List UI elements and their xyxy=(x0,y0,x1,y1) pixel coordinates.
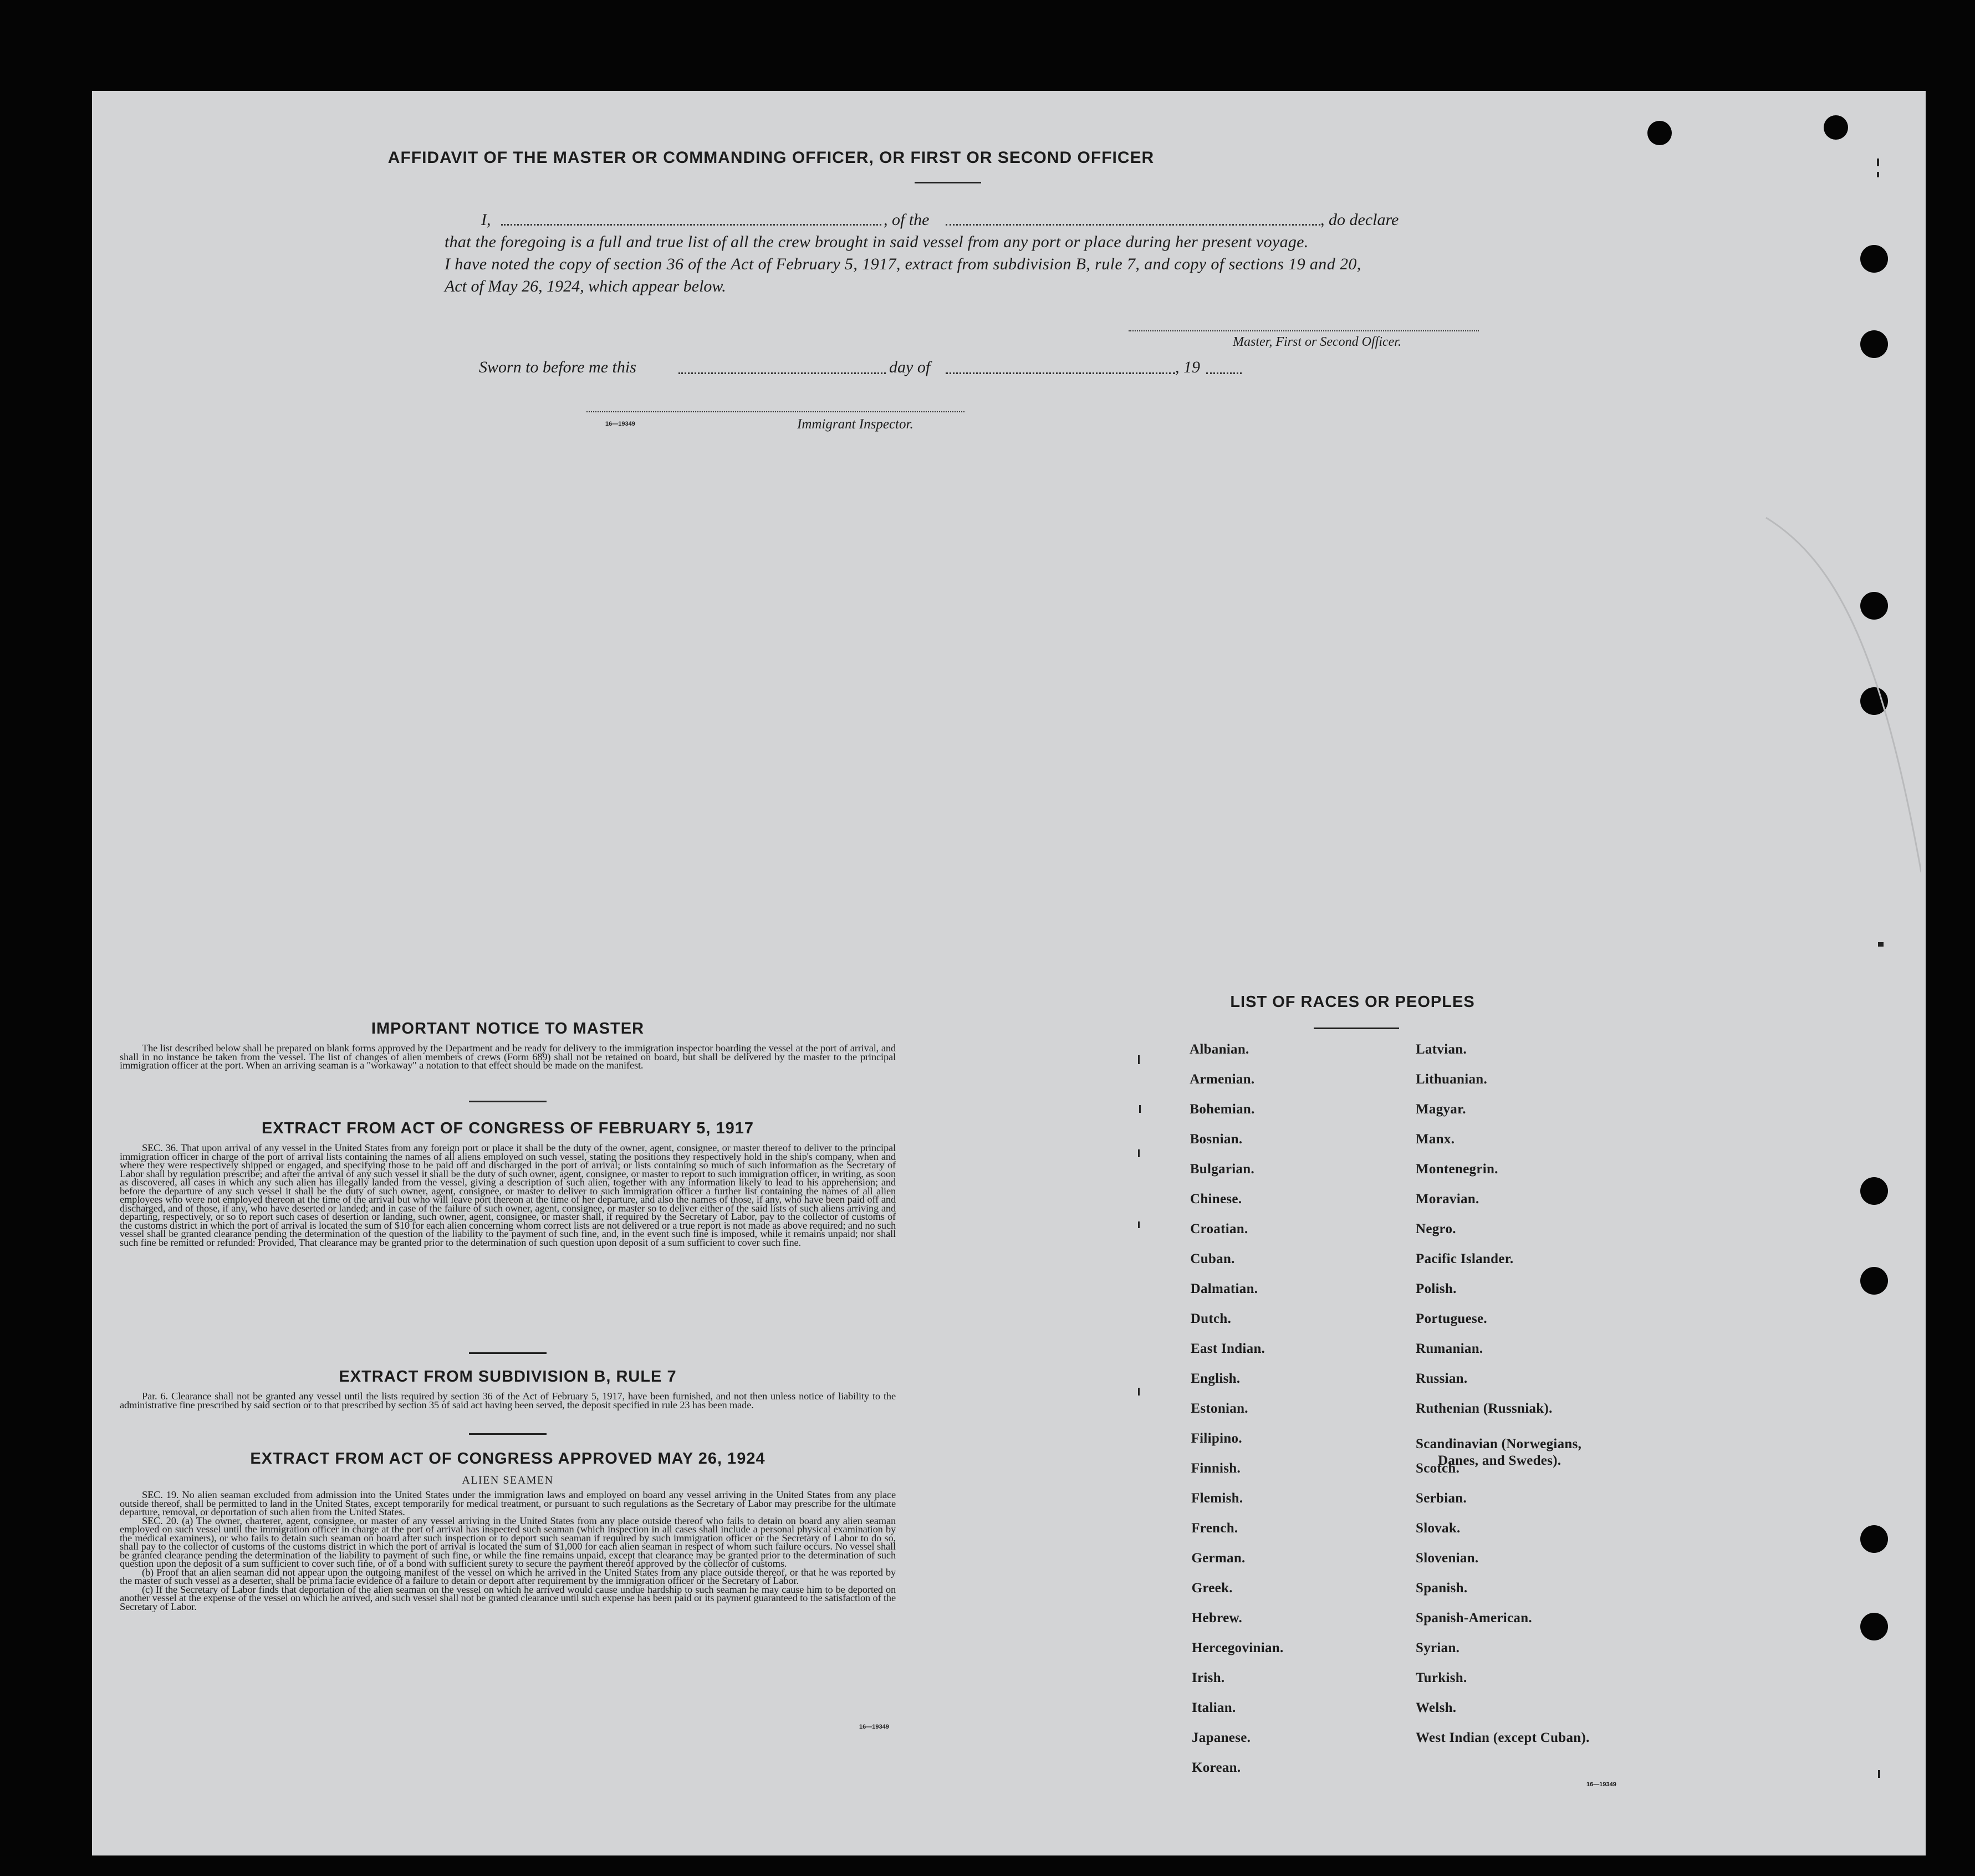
race-item: East Indian. xyxy=(1191,1341,1265,1356)
race-item: Spanish. xyxy=(1416,1581,1468,1596)
extract-form-number: 16—19349 xyxy=(859,1724,889,1730)
speck xyxy=(1138,1149,1140,1157)
year-blank[interactable] xyxy=(1206,372,1242,374)
punch-hole xyxy=(1860,1613,1888,1640)
speck xyxy=(1139,1105,1141,1113)
master-signature-line[interactable] xyxy=(1129,330,1479,331)
extract-1924-title: EXTRACT FROM ACT OF CONGRESS APPROVED MAY 26, 1924 xyxy=(250,1450,765,1468)
extract-1917-text xyxy=(120,1144,896,1247)
punch-hole xyxy=(1824,115,1848,140)
race-item: Irish. xyxy=(1192,1670,1225,1685)
race-item: Scotch. xyxy=(1416,1461,1460,1476)
race-item: Hebrew. xyxy=(1191,1611,1243,1625)
paper-crease xyxy=(1755,512,1921,878)
vessel-blank[interactable] xyxy=(946,224,1320,226)
sworn-text: Sworn to before me this xyxy=(479,358,636,376)
rule7-title: EXTRACT FROM SUBDIVISION B, RULE 7 xyxy=(339,1368,677,1386)
sworn-day-blank[interactable] xyxy=(678,372,886,374)
race-item: Spanish-American. xyxy=(1416,1611,1532,1625)
race-item: Serbian. xyxy=(1416,1491,1467,1506)
speck xyxy=(1878,942,1884,947)
alien-seamen-subtitle: ALIEN SEAMEN xyxy=(462,1474,554,1486)
race-item: Estonian. xyxy=(1191,1401,1248,1416)
race-item: Korean. xyxy=(1192,1760,1241,1775)
race-item: Negro. xyxy=(1416,1221,1456,1236)
race-item: Finnish. xyxy=(1191,1461,1241,1476)
race-item: Filipino. xyxy=(1191,1431,1242,1446)
par6-paragraph: Par. 6. Clearance shall not be granted any vessel until the lists required by section 36 of the Act of February 5, 1917, have been furnished, and not then unless notice of liability to the administrative fine prescribed by said section or to that prescribed by section 35 of said act having been served, the deposit specified in rule 23 has been made. xyxy=(120,1391,896,1410)
punch-hole xyxy=(1647,121,1672,145)
race-item: Ruthenian (Russniak). xyxy=(1416,1401,1553,1416)
affidavit-of-the: , of the xyxy=(884,211,930,229)
race-item: Greek. xyxy=(1191,1581,1233,1596)
race-item: Italian. xyxy=(1192,1700,1236,1715)
race-item: Slovak. xyxy=(1416,1521,1461,1536)
extract-1924-text xyxy=(120,1491,896,1611)
speck xyxy=(1877,159,1879,166)
race-item: Latvian. xyxy=(1416,1042,1467,1057)
race-item: Slovenian. xyxy=(1416,1551,1479,1566)
races-title: LIST OF RACES OR PEOPLES xyxy=(1230,993,1475,1011)
race-item: Scandinavian (Norwegians, xyxy=(1416,1437,1582,1451)
affidavit-line-3: I have noted the copy of section 36 of the Act of February 5, 1917, extract from subdivision B, rule 7, and copy of sections 19 and 20, xyxy=(445,255,1361,273)
race-item: Lithuanian. xyxy=(1416,1072,1488,1087)
race-item: Welsh. xyxy=(1416,1700,1457,1715)
notice-text xyxy=(120,1044,896,1070)
race-item: English. xyxy=(1191,1371,1241,1386)
race-item: Pacific Islander. xyxy=(1416,1251,1514,1266)
name-blank[interactable] xyxy=(501,224,881,226)
race-item: Albanian. xyxy=(1190,1042,1249,1057)
race-item: Manx. xyxy=(1416,1132,1455,1147)
affidavit-form-number: 16—19349 xyxy=(605,421,635,427)
notice-paragraph: The list described below shall be prepared on blank forms approved by the Department and be ready for delivery to the immigration inspector boarding the vessel at the port of arrival, and shall in no instance be taken from the vessel. The list of changes of alien members of crews (Form 689) shall not be retained on board, but shall be delivered by the master to the principal immigration officer at the port. When an arriving seaman is a "workaway" a notation to that effect should be made on the manifest. xyxy=(120,1042,896,1071)
rule7-text xyxy=(120,1392,896,1409)
affidavit-i: I, xyxy=(481,211,491,229)
punch-hole xyxy=(1860,245,1888,273)
race-item: Dalmatian. xyxy=(1190,1281,1258,1296)
master-label: Master, First or Second Officer. xyxy=(1233,335,1401,349)
speck xyxy=(1877,172,1879,177)
punch-hole xyxy=(1860,1177,1888,1205)
race-item: Armenian. xyxy=(1190,1072,1255,1087)
race-item: Cuban. xyxy=(1190,1251,1235,1266)
notice-title: IMPORTANT NOTICE TO MASTER xyxy=(371,1020,645,1037)
divider xyxy=(469,1101,547,1102)
sec20b-paragraph: (b) Proof that an alien seaman did not appear upon the outgoing manifest of the vessel on which he arrived in the United States from any place outside thereof, or that he was reported by the master of such vessel as a deserter, shall be prima facie evidence of a failure to detain or deport after requirement by the immigration officer or the Secretary of Labor. xyxy=(120,1566,896,1586)
speck xyxy=(1138,1388,1140,1396)
affidavit-do-declare: , do declare xyxy=(1320,211,1399,229)
race-item: Syrian. xyxy=(1416,1640,1460,1655)
sworn-month-blank[interactable] xyxy=(946,372,1175,374)
race-item: Japanese. xyxy=(1192,1730,1251,1745)
speck xyxy=(1138,1055,1140,1064)
race-item: Montenegrin. xyxy=(1416,1162,1498,1177)
race-item: Croatian. xyxy=(1190,1221,1248,1236)
race-item: Magyar. xyxy=(1416,1102,1466,1117)
extract-1917-title: EXTRACT FROM ACT OF CONGRESS OF FEBRUARY 5, 1917 xyxy=(261,1120,754,1137)
race-item: West Indian (except Cuban). xyxy=(1416,1730,1590,1745)
sec20a-paragraph: SEC. 20. (a) The owner, charterer, agent, consignee, or master of any vessel arriving in the United States from any place outside thereof who fails to detain on board any alien seaman employed on such vessel until the immigration officer in charge at the port of arrival has inspected such seaman (which inspection in all cases shall include a personal physical examination by the medical examiners), or who fails to detain such seaman on board after such inspection or to deport such seaman if required by such immigration officer or the Secretary of Labor to do so, shall pay to the collector of customs of the customs district in which the port of arrival is located the sum of $1,000 for each alien seaman in respect of whom such failure occurs. No vessel shall be granted clearance pending the determination of the liability to payment of such fine, or while the fine remains unpaid, except that clearance may be granted prior to the determination of such question upon the deposit of a sum sufficient to cover such fine, or of a bond with sufficient surety to secure the payment thereof approved by the collector of customs. xyxy=(120,1515,896,1569)
inspector-signature-line[interactable] xyxy=(586,411,964,412)
title-underline xyxy=(915,182,981,183)
race-item: Flemish. xyxy=(1191,1491,1243,1506)
punch-hole xyxy=(1860,1525,1888,1553)
speck xyxy=(1878,1770,1880,1778)
race-item: Rumanian. xyxy=(1416,1341,1483,1356)
race-item: Moravian. xyxy=(1416,1192,1479,1207)
races-form-number: 16—19349 xyxy=(1586,1781,1616,1788)
race-item: Russian. xyxy=(1416,1371,1468,1386)
divider xyxy=(469,1352,547,1354)
divider xyxy=(469,1433,547,1435)
race-item: Portuguese. xyxy=(1416,1311,1487,1326)
affidavit-title: AFFIDAVIT OF THE MASTER OR COMMANDING OFFICER, OR FIRST OR SECOND OFFICER xyxy=(387,149,1155,167)
affidavit-line-2: that the foregoing is a full and true list of all the crew brought in said vessel from any port or place during her present voyage. xyxy=(445,233,1309,251)
race-item: German. xyxy=(1191,1551,1246,1566)
sec20c-paragraph: (c) If the Secretary of Labor finds that deportation of the alien seaman on the vessel on which he arrived would cause undue hardship to such seaman he may cause him to be deported on another vessel at the expense of the vessel on which he arrived, and such vessel shall not be granted clearance until such expense has been paid or its payment guaranteed to the satisfaction of the Secretary of Labor. xyxy=(120,1583,896,1612)
race-item: Chinese. xyxy=(1190,1192,1242,1207)
race-item: Polish. xyxy=(1416,1281,1457,1296)
race-item: Bulgarian. xyxy=(1190,1162,1255,1177)
punch-hole xyxy=(1860,330,1888,358)
day-of-text: day of xyxy=(889,358,931,376)
race-item: Dutch. xyxy=(1190,1311,1232,1326)
affidavit-line-4: Act of May 26, 1924, which appear below. xyxy=(445,277,726,295)
speck xyxy=(1138,1221,1140,1228)
race-item: Bosnian. xyxy=(1190,1132,1243,1147)
punch-hole xyxy=(1860,1267,1888,1295)
race-item: Bohemian. xyxy=(1190,1102,1255,1117)
races-title-underline xyxy=(1314,1028,1399,1029)
race-item: Turkish. xyxy=(1416,1670,1467,1685)
form-sheet xyxy=(92,91,1926,1855)
year-prefix: , 19 xyxy=(1175,358,1200,376)
race-item: Danes, and Swedes). xyxy=(1438,1453,1561,1468)
inspector-label: Immigrant Inspector. xyxy=(797,417,913,432)
sec19-paragraph: SEC. 19. No alien seaman excluded from admission into the United States under the immigration laws and employed on board any vessel arriving in the United States from any place outside thereof, shall be permitted to land in the United States, except temporarily for medical treatment, or pursuant to such regulations as the Secretary of Labor may prescribe for the ultimate departure, removal, or deportation of such alien from the United States. xyxy=(120,1489,896,1517)
sec36-paragraph: SEC. 36. That upon arrival of any vessel in the United States from any foreign port or place it shall be the duty of the owner, agent, consignee, or master thereof to deliver to the principal immigration officer in charge of the port of arrival lists containing the names of all aliens employed on such vessel, stating the positions they respectively hold in the ship's company, when and where they were respectively shipped or engaged, and specifying those to be paid off and discharged in the port of arrival; or lists containing so much of such information as the Secretary of Labor shall by regulation prescribe; and after the arrival of any such vessel it shall be the duty of such owner, agent, consignee, or master to report to such immigration officer, in writing, as soon as discovered, all cases in which any such alien has illegally landed from the vessel, giving a description of such alien, together with any information likely to lead to his apprehension; and before the departure of any such vessel it shall be the duty of such owner, agent, consignee, or master to deliver to such immigration officer a further list containing the names of all alien employees who were not employed thereon at the time of the arrival but who will leave port thereon at the time of her departure, and also the names of those, if any, who have been paid off and discharged, and of those, if any, who have deserted or landed; and in case of the failure of such owner, agent, consignee, or master so to deliver either of the said lists of such aliens arriving and departing, respectively, or so to report such cases of desertion or landing, such owner, agent, consignee, or master shall, if required by the Secretary of Labor, pay to the collector of customs of the customs district in which the port of arrival is located the sum of $10 for each alien concerning whom correct lists are not delivered or a true report is not made as above required; and no such vessel shall be granted clearance pending the determination of the question of the liability to the payment of such fine, and, in the event such fine is imposed, while it remains unpaid; nor shall such fine be remitted or refunded: Provided, That clearance may be granted prior to the determination of such question upon deposit of a sum sufficient to cover such fine. xyxy=(120,1142,896,1248)
race-item: Hercegovinian. xyxy=(1192,1640,1284,1655)
race-item: French. xyxy=(1191,1521,1238,1536)
